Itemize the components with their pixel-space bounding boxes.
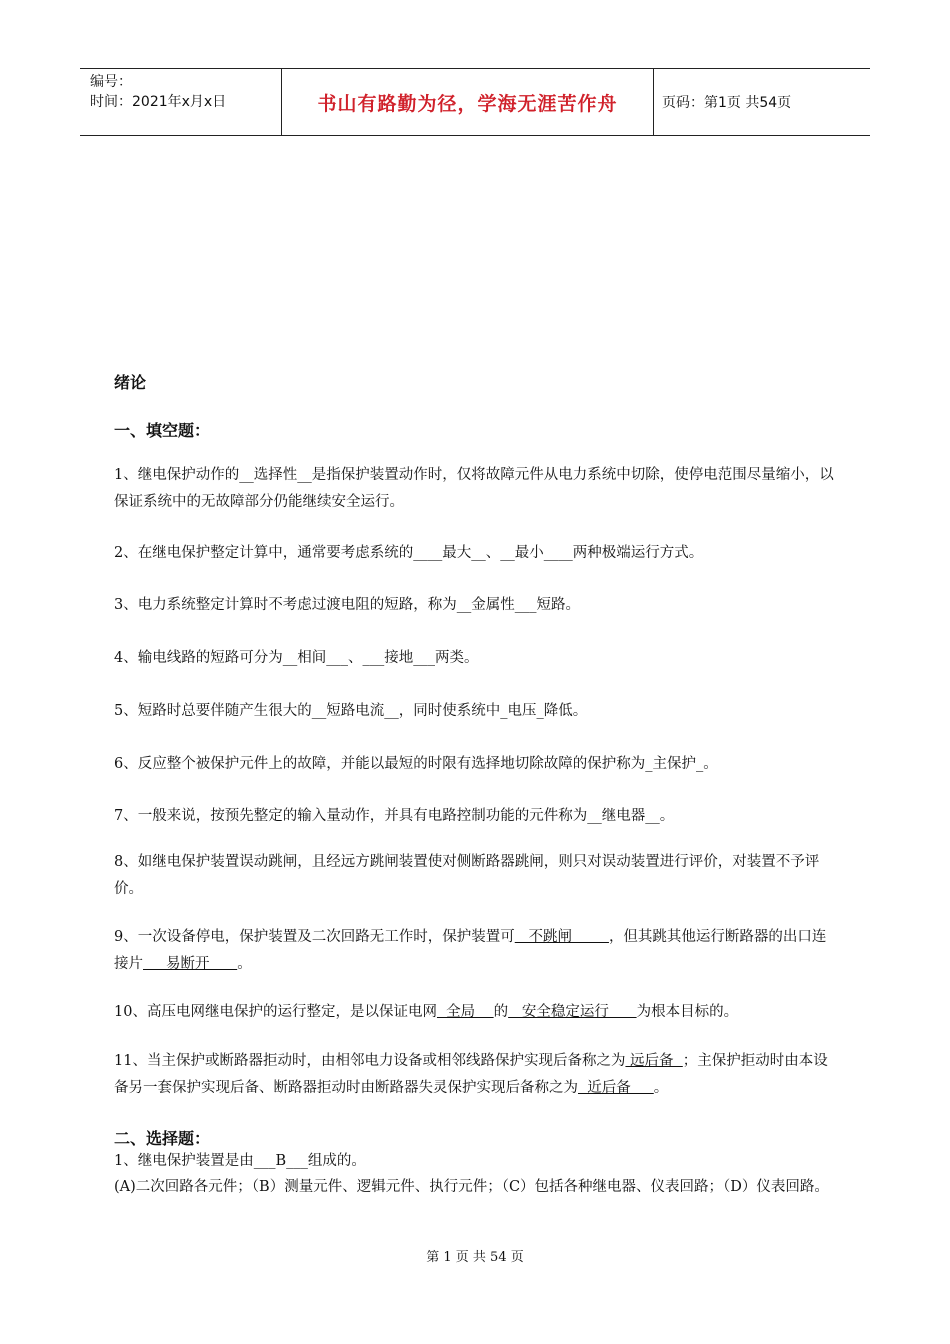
question-7: 7、一般来说，按预先整定的输入量动作，并具有电路控制功能的元件称为__继电器__。 — [114, 808, 675, 824]
question-9: 9、一次设备停电，保护装置及二次回路无工作时，保护装置可 不跳闸 ，但其跳其他运行断路器的出口连接片 易断开 。 — [114, 929, 827, 972]
choice-1: 1、继电保护装置是由___B___组成的。 — [114, 1153, 366, 1169]
question-1: 1、继电保护动作的__选择性__是指保护装置动作时，仅将故障元件从电力系统中切除，使停电范围尽量缩小，以保证系统中的无故障部分仍能继续安全运行。 — [114, 467, 834, 510]
question-3: 3、电力系统整定计算时不考虑过渡电阻的短路，称为__金属性___短路。 — [114, 597, 580, 613]
answer-blank: 远后备 — [625, 1053, 683, 1069]
section-fill-blank: 一、填空题： — [114, 421, 211, 440]
question-6: 6、反应整个被保护元件上的故障，并能以最短的时限有选择地切除故障的保护称为_主保护_。 — [114, 756, 718, 772]
doc-title: 绪论 — [114, 373, 147, 392]
page-header — [80, 68, 870, 136]
header-meta — [80, 69, 282, 135]
answer-blank: 易断开 — [143, 956, 238, 972]
page-footer: 第 1 页 共 54 页 — [426, 1250, 524, 1265]
motto: 书山有路勤为径，学海无涯苦作舟 — [282, 69, 654, 135]
answer-blank: 全局 — [436, 1004, 494, 1020]
answer-blank: 不跳闸 — [514, 929, 609, 945]
section-choice: 二、选择题： — [114, 1129, 211, 1148]
question-2: 2、在继电保护整定计算中，通常要考虑系统的____最大__、__最小____两种极端运行方式。 — [114, 545, 704, 561]
code-label: 编号： — [90, 74, 132, 90]
question-5: 5、短路时总要伴随产生很大的__短路电流__，同时使系统中_电压_降低。 — [114, 703, 588, 719]
answer-blank: 近后备 — [578, 1080, 654, 1096]
question-10: 10、高压电网继电保护的运行整定，是以保证电网 全局 的 安全稳定运行 为根本目标的。 — [114, 1004, 739, 1020]
question-8: 8、如继电保护装置误动跳闸，且经远方跳闸装置使对侧断路器跳闸，则只对误动装置进行评价，对装置不予评价。 — [114, 854, 820, 897]
answer-blank: 安全稳定运行 — [508, 1004, 637, 1020]
choice-1-options: (A)二次回路各元件；（B）测量元件、逻辑元件、执行元件；（C）包括各种继电器、仪表回路；（D）仪表回路。 — [114, 1179, 829, 1195]
time-label: 时间：2021年x月x日 — [90, 94, 227, 110]
page-label: 页码：第1页 共54页 — [662, 95, 792, 111]
question-4: 4、输电线路的短路可分为__相间___、___接地___两类。 — [114, 650, 479, 666]
question-11: 11、当主保护或断路器拒动时，由相邻电力设备或相邻线路保护实现后备称之为 远后备 ；主保护拒动时由本设备另一套保护实现后备、断路器拒动时由断路器失灵保护实现后备称之为 近后备 。 — [114, 1053, 828, 1096]
